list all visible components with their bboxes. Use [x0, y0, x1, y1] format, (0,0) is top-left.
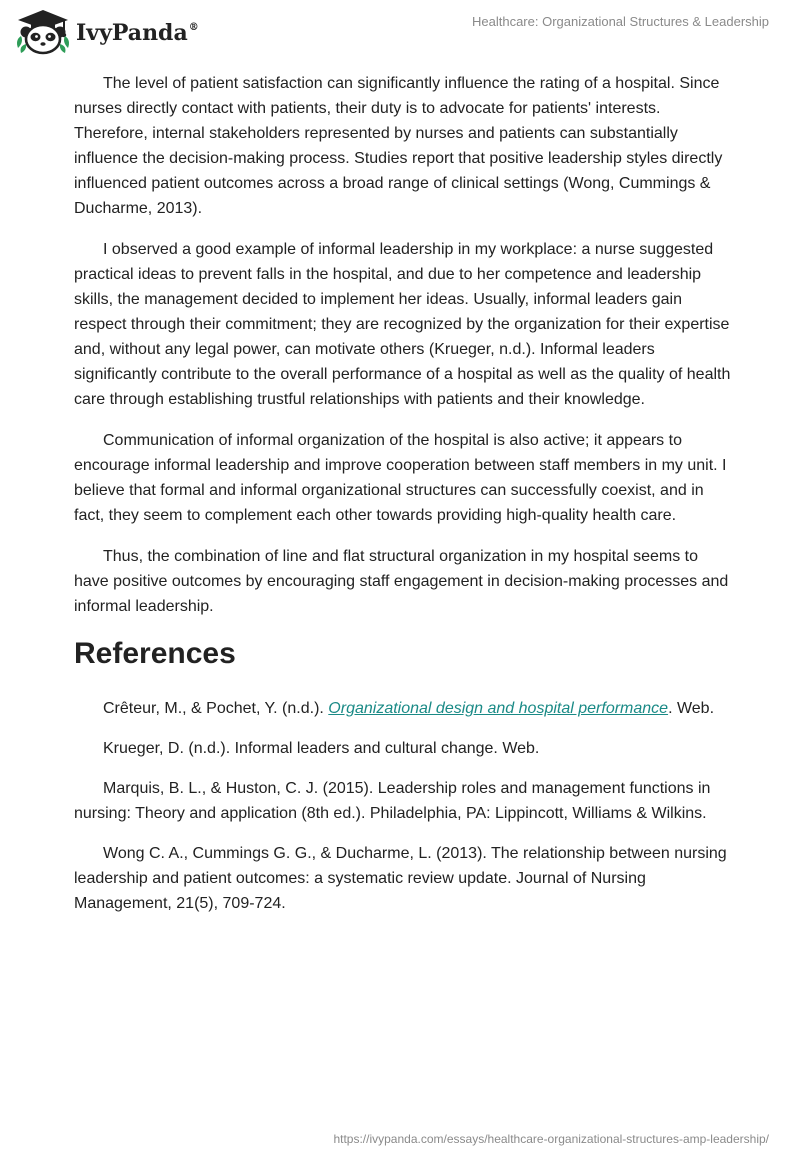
document-title: Healthcare: Organizational Structures & Leadership — [472, 14, 769, 29]
panda-graduate-icon — [14, 8, 72, 56]
reference-krueger: Krueger, D. (n.d.). Informal leaders and cultural change. Web. — [103, 740, 540, 757]
reference-creteur-suffix: . Web. — [668, 700, 715, 717]
body-paragraph-3: Communication of informal organization of the hospital is also active; it appears to encourage informal leadership and improve cooperation between staff members in my unit. I believe that formal and informal organizational structures can successfully coexist, and in fact, they seem to complement each other towards providing high-quality health care. — [74, 432, 727, 524]
logo-text: IvyPanda® — [76, 20, 199, 46]
reference-creteur-authors: Crêteur, M., & Pochet, Y. (n.d.). — [103, 700, 329, 717]
reference-creteur-link[interactable]: Organizational design and hospital performance — [328, 700, 669, 717]
reference-creteur — [74, 696, 734, 721]
body-paragraph-2: I observed a good example of informal leadership in my workplace: a nurse suggested practical ideas to prevent falls in the hospital, and due to her competence and leadership skills, the management decided to implement her ideas. Usually, informal leaders gain respect through their commitment; they are recognized by the organization for their expertise and, without any legal power, can motivate others (Krueger, n.d.). Informal leaders significantly contribute to the overall performance of a hospital as well as the quality of health care through establishing trustful relationships with patients and their knowledge. — [74, 241, 731, 408]
reference-wong: Wong C. A., Cummings G. G., & Ducharme, L. (2013). The relationship between nursing leadership and patient outcomes: a systematic review update. Journal of Nursing Management, 21(5), 709-724. — [74, 845, 727, 912]
essay-content — [74, 71, 734, 931]
reference-marquis: Marquis, B. L., & Huston, C. J. (2015). Leadership roles and management functions in nursing: Theory and application (8th ed.). Philadelphia, PA: Lippincott, Williams & Wilkins. — [74, 780, 711, 822]
registered-mark: ® — [188, 21, 199, 33]
page-header — [0, 0, 800, 66]
body-paragraph-1: The level of patient satisfaction can significantly influence the rating of a hospital. Since nurses directly contact with patients, their duty is to advocate for patients' interests. Therefore, internal stakeholders represented by nurses and patients can substantially influence the decision-making process. Studies report that positive leadership styles directly influenced patient outcomes across a broad range of clinical settings (Wong, Cummings & Ducharme, 2013). — [74, 75, 723, 217]
references-heading: References — [74, 637, 236, 670]
ivypanda-logo[interactable] — [14, 8, 199, 56]
source-url: https://ivypanda.com/essays/healthcare-organizational-structures-amp-leadership/ — [333, 1132, 769, 1146]
body-paragraph-4: Thus, the combination of line and flat structural organization in my hospital seems to have positive outcomes by encouraging staff engagement in decision-making processes and informal leadership. — [74, 548, 729, 615]
